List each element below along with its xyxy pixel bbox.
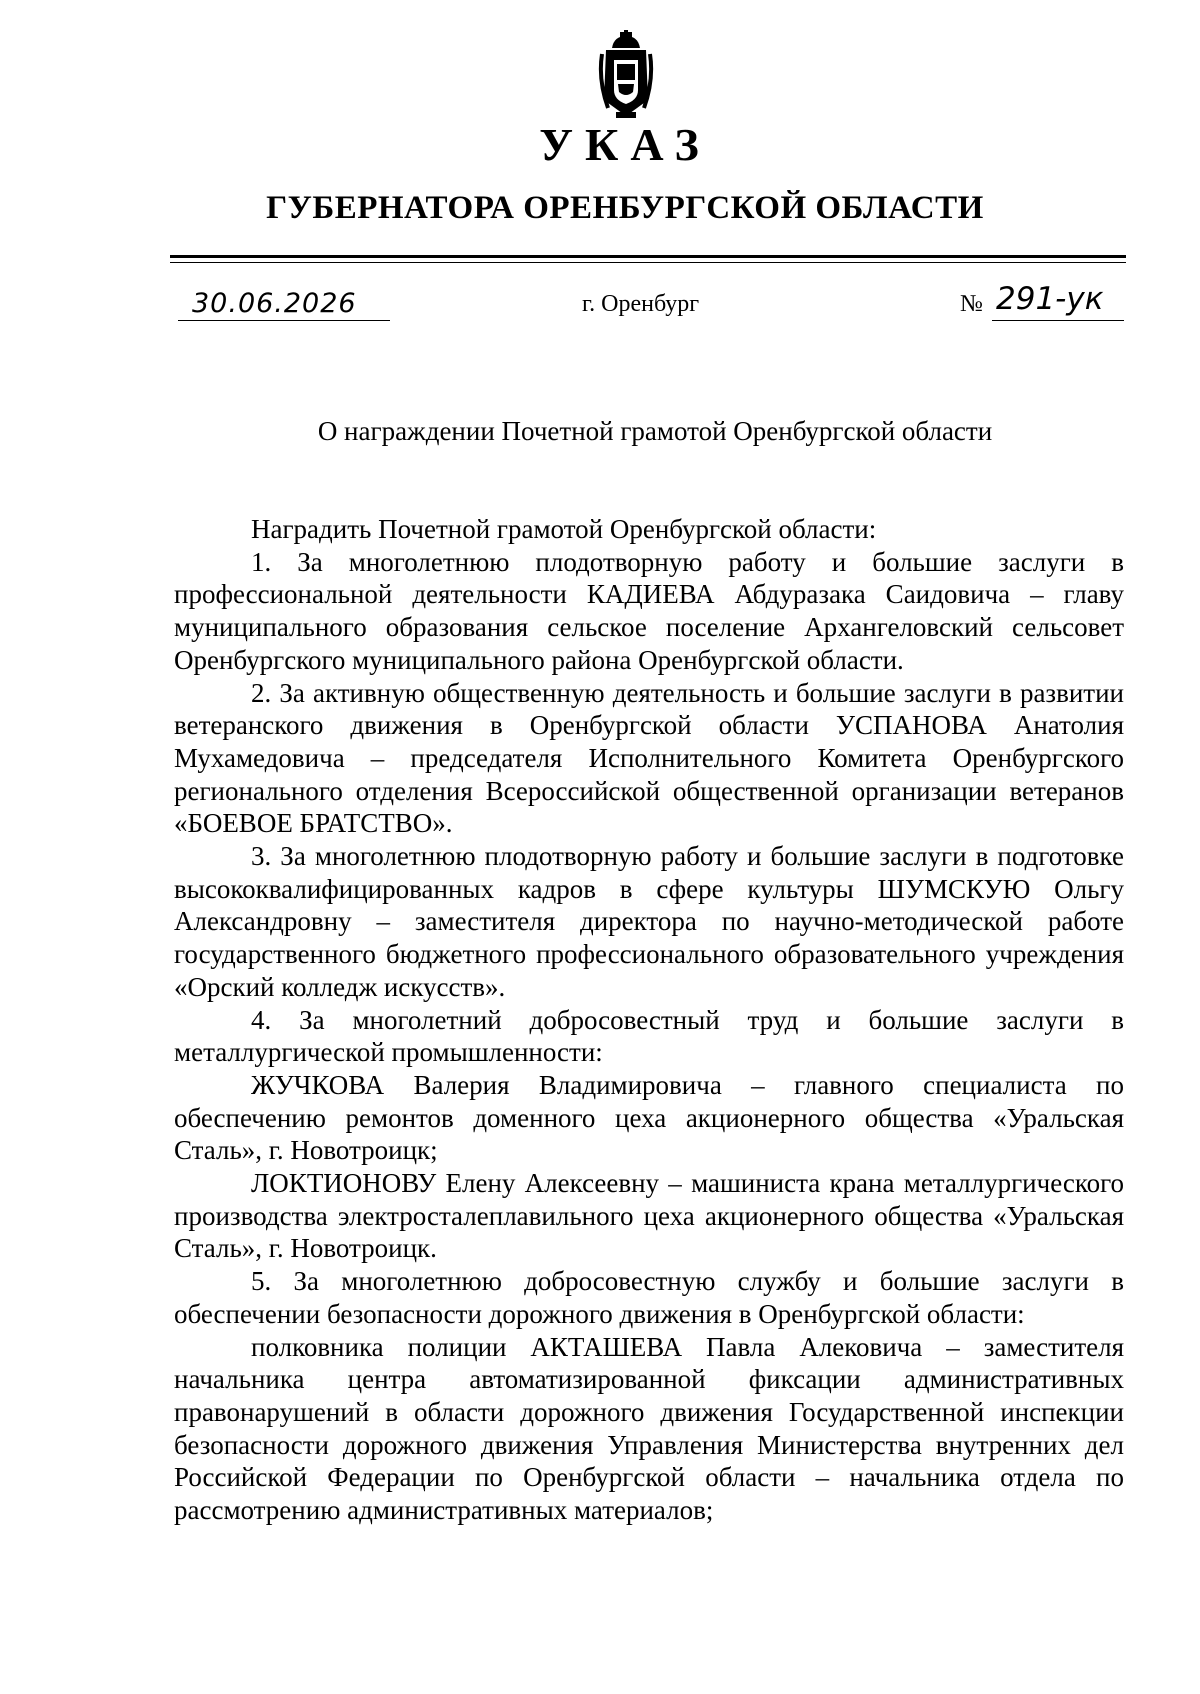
document-subtitle: ГУБЕРНАТОРА ОРЕНБУРГСКОЙ ОБЛАСТИ <box>266 190 984 226</box>
decree-number: 291-ук <box>996 281 1104 317</box>
coat-of-arms-emblem <box>598 30 654 120</box>
decree-date: 30.06.2026 <box>192 288 357 319</box>
clause-1: 1. За многолетнюю плодотворную работу и большие заслуги в профессиональной деятельности КАДИЕВА Абдуразака Саидовича – главу муниципального образования сельское поселение Архангеловский сельсовет Оренбургского муниципального района Оренбургской области. <box>174 546 1124 675</box>
clause-3: 3. За многолетнюю плодотворную работу и большие заслуги в подготовке высококвалифицированных кадров в сфере культуры ШУМСКУЮ Ольгу Александровну – заместителя директора по научно-методической работе государственного бюджетного профессионального образовательного учреждения «Орский колледж искусств». <box>174 841 1124 1002</box>
body-intro: Наградить Почетной грамотой Оренбургской области: <box>251 514 877 544</box>
decree-city: г. Оренбург <box>582 291 700 317</box>
document-title: УКАЗ <box>539 119 711 170</box>
number-underline <box>992 320 1124 321</box>
clause-4-awardee-1: ЖУЧКОВА Валерия Владимировича – главного специалиста по обеспечению ремонтов доменного цеха акционерного общества «Уральская Сталь», г. Новотроицк; <box>174 1069 1124 1166</box>
clause-5: 5. За многолетнюю добросовестную службу и большие заслуги в обеспечении безопасности дорожного движения в Оренбургской области: <box>174 1266 1124 1329</box>
date-underline <box>178 320 390 321</box>
clause-5-awardee-1: полковника полиции АКТАШЕВА Павла Алековича – заместителя начальника центра автоматизированной фиксации административных правонарушений в области дорожного движения Государственной инспекции безопасности дорожного движения Управления Министерства внутренних дел Российской Федерации по Оренбургской области – начальника отдела по рассмотрению административных материалов; <box>174 1331 1124 1526</box>
clause-4-awardee-2: ЛОКТИОНОВУ Елену Алексеевну – машиниста крана металлургического производства электросталеплавильного цеха акционерного общества «Уральская Сталь», г. Новотроицк. <box>174 1168 1124 1264</box>
clause-4: 4. За многолетний добросовестный труд и большие заслуги в металлургической промышленности: <box>174 1004 1124 1068</box>
number-sign: № <box>960 291 983 317</box>
decree-body <box>174 513 1124 1527</box>
clause-2: 2. За активную общественную деятельность и большие заслуги в развитии ветеранского движения в Оренбургской области УСПАНОВА Анатолия Мухамедовича – председателя Исполнительного Комитета Оренбургского регионального отделения Всероссийской общественной организации ветеранов «БОЕВОЕ БРАТСТВО». <box>174 677 1124 839</box>
header-divider <box>170 255 1126 258</box>
decree-subject: О награждении Почетной грамотой Оренбургской области <box>317 416 993 446</box>
header-divider-thin <box>170 262 1126 263</box>
